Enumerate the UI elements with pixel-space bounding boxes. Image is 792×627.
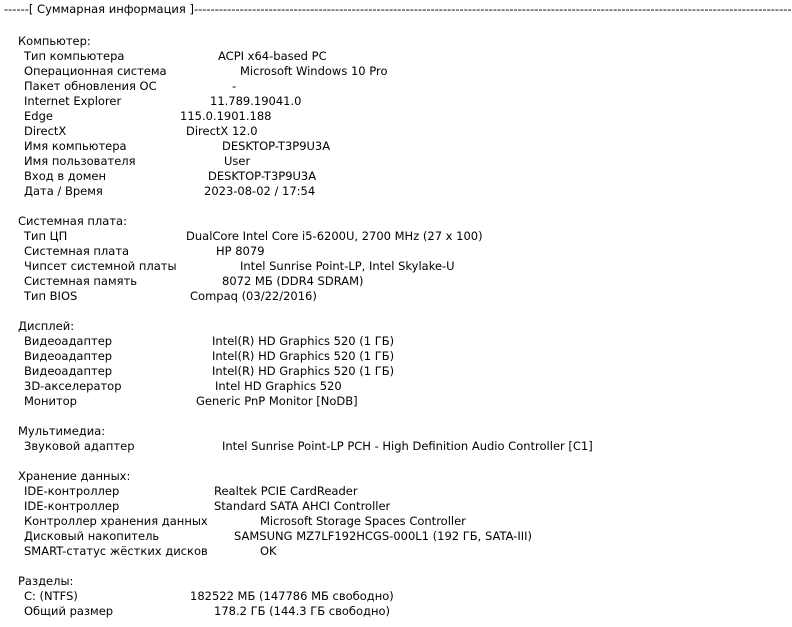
section-title-computer: Компьютер: [18, 34, 91, 48]
row-label: Общий размер [24, 604, 114, 618]
row-value: HP 8079 [216, 244, 265, 258]
row-value: DESKTOP-T3P9U3A [208, 169, 317, 183]
row-value: Intel Sunrise Point-LP, Intel Skylake-U [240, 259, 455, 273]
header-dashes-left: ------ [4, 2, 29, 16]
row-label: Звуковой адаптер [24, 439, 135, 453]
row-value: DualCore Intel Core i5-6200U, 2700 MHz (27 x 100) [186, 229, 483, 243]
row-value: 178.2 ГБ (144.3 ГБ свободно) [214, 604, 391, 618]
row-value: Generic PnP Monitor [NoDB] [196, 394, 358, 408]
row-label: Тип компьютера [24, 49, 125, 63]
row-label: Имя пользователя [24, 154, 136, 168]
row-value: User [224, 154, 251, 168]
row-label: IDE-контроллер [24, 484, 120, 498]
row-label: Чипсет системной платы [24, 259, 177, 273]
row-value: OK [260, 544, 277, 558]
row-value: 11.789.19041.0 [210, 94, 302, 108]
row-value: Intel HD Graphics 520 [215, 379, 342, 393]
summary-header [4, 2, 792, 17]
row-label: Имя компьютера [24, 139, 127, 153]
row-label: Пакет обновления ОС [24, 79, 157, 93]
row-value: 2023-08-02 / 17:54 [204, 184, 316, 198]
header-title: [ Суммарная информация ] [28, 2, 194, 16]
row-value: SAMSUNG MZ7LF192HCGS-000L1 (192 ГБ, SATA-III) [234, 529, 532, 543]
row-value: ACPI x64-based PC [218, 49, 327, 63]
row-label: Системная плата [24, 244, 130, 258]
row-value: Standard SATA AHCI Controller [214, 499, 391, 513]
row-label: Контроллер хранения данных [24, 514, 208, 528]
row-label: Видеоадаптер [24, 364, 113, 378]
section-title-storage: Хранение данных: [18, 469, 131, 483]
row-value: Microsoft Windows 10 Pro [240, 64, 388, 78]
section-title-display: Дисплей: [18, 319, 75, 333]
row-label: Internet Explorer [24, 94, 122, 108]
row-value: Microsoft Storage Spaces Controller [260, 514, 466, 528]
row-label: SMART-статус жёстких дисков [24, 544, 208, 558]
row-value: 182522 МБ (147786 МБ свободно) [190, 589, 394, 603]
row-value: Realtek PCIE CardReader [214, 484, 358, 498]
row-label: Edge [24, 109, 53, 123]
row-label: Операционная система [24, 64, 167, 78]
row-value: Compaq (03/22/2016) [190, 289, 317, 303]
row-label: Тип BIOS [24, 289, 78, 303]
row-label: Видеоадаптер [24, 349, 113, 363]
section-title-partitions: Разделы: [18, 574, 74, 588]
row-label: Вход в домен [24, 169, 107, 183]
row-value: DESKTOP-T3P9U3A [222, 139, 331, 153]
row-value: DirectX 12.0 [186, 124, 258, 138]
row-label: Дата / Время [24, 184, 103, 198]
row-value: 115.0.1901.188 [180, 109, 272, 123]
row-value: - [232, 79, 237, 93]
row-label: DirectX [24, 124, 67, 138]
row-value: Intel Sunrise Point-LP PCH - High Definition Audio Controller [C1] [222, 439, 593, 453]
row-label: Дисковый накопитель [24, 529, 160, 543]
row-label: Монитор [24, 394, 77, 408]
row-value: Intel(R) HD Graphics 520 (1 ГБ) [212, 334, 395, 348]
header-dashes-right: ------------------------------------------------------------------------------------------------------------------------------------------------ [193, 2, 792, 16]
row-label: IDE-контроллер [24, 499, 120, 513]
section-title-motherboard: Системная плата: [18, 214, 127, 228]
row-label: 3D-акселератор [24, 379, 122, 393]
row-value: Intel(R) HD Graphics 520 (1 ГБ) [212, 364, 395, 378]
row-value: 8072 МБ (DDR4 SDRAM) [222, 274, 364, 288]
row-value: Intel(R) HD Graphics 520 (1 ГБ) [212, 349, 395, 363]
row-label: Системная память [24, 274, 138, 288]
row-label: Видеоадаптер [24, 334, 113, 348]
row-label: Тип ЦП [24, 229, 68, 243]
section-title-multimedia: Мультимедиа: [18, 424, 106, 438]
row-label: C: (NTFS) [24, 589, 78, 603]
